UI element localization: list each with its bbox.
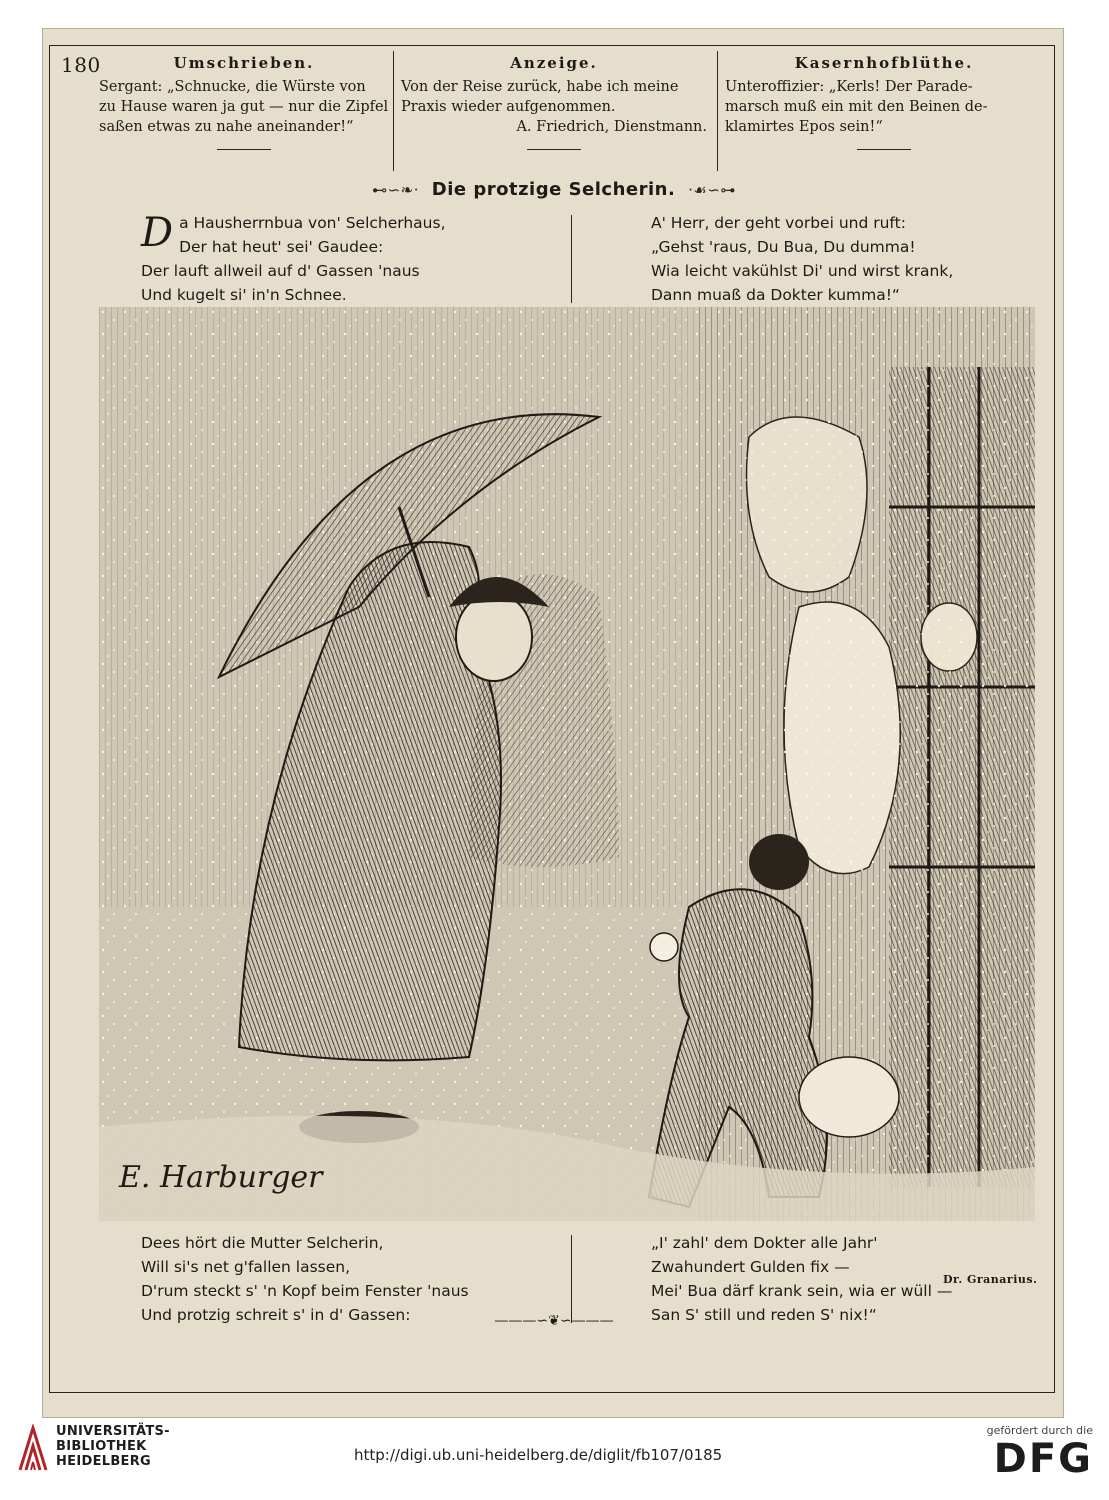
verse-line: Zwahundert Gulden fix — [651,1258,850,1276]
text-line: Von der Reise zurück, habe ich meine [401,79,679,95]
verse-line: Dann muaß da Dokter kumma!“ [651,286,900,304]
drop-cap: D [141,210,174,256]
verse-line: „Gehst 'raus, Du Bua, Du dumma! [651,238,916,256]
text-line: Sergant: „Schnucke, die Würste von [99,79,366,95]
man-head [456,593,532,681]
verse-line: Wia leicht vakühlst Di' und wirst krank, [651,262,954,280]
poem-author: Dr. Granarius. [943,1273,1038,1286]
text-line: zu Hause waren ja gut — nur die Zipfel [99,99,389,115]
verse-line: Und kugelt si' in'n Schnee. [141,286,347,304]
stanza-divider [571,1235,572,1323]
column-text [99,77,389,137]
stanza-2 [651,211,953,307]
column-umschrieben [99,53,389,150]
university-name-line: UNIVERSITÄTS- [56,1424,170,1439]
verse-line: A' Herr, der geht vorbei und ruft: [651,214,906,232]
end-ornament: ———∽❦∽——— [494,1313,614,1329]
verse-line: San S' still und reden S' nix!“ [651,1306,877,1324]
scanned-page [42,28,1064,1418]
verse-line: Will si's net g'fallen lassen, [141,1258,351,1276]
short-rule [857,149,911,150]
text-line: saßen etwas zu nahe aneinander!“ [99,119,354,135]
funding-logo[interactable] [987,1424,1093,1481]
poem-title: Die protzige Selcherin. [431,179,676,200]
verse-line: Mei' Bua därf krank sein, wia er wüll — [651,1282,953,1300]
column-heading: Umschrieben. [173,54,315,72]
poem-title-row [43,179,1065,200]
university-name-line: BIBLIOTHEK [56,1439,147,1454]
text-line: marsch muß ein mit den Beinen de- [725,99,988,115]
university-logo[interactable] [18,1424,170,1472]
column-divider [393,51,394,171]
university-name [56,1424,170,1469]
snowball [650,933,678,961]
column-kasernhofbluethe [725,53,1043,150]
verse-line: Der hat heut' sei' Gaudee: [179,238,384,256]
permalink[interactable]: http://digi.ub.uni-heidelberg.de/diglit/fb107/0185 [354,1446,723,1464]
boy-cap [749,834,809,890]
column-anzeige [401,53,707,150]
dfg-logo: DFG [993,1436,1093,1482]
page-number: 180 [61,53,101,77]
column-heading: Kasernhofblüthe. [794,54,974,72]
university-name-line: HEIDELBERG [56,1454,152,1469]
top-section [49,47,1055,181]
verse-line: Und protzig schreit s' in d' Gassen: [141,1306,411,1324]
library-logo-icon [18,1424,48,1472]
ornament-right: ·☙∽⊶ [688,181,736,199]
artist-signature: E. Harburger [119,1160,323,1195]
stanza-divider [571,215,572,303]
stanza-1 [141,210,446,307]
text-line: klamirtes Epos sein!“ [725,119,883,135]
column-signature: A. Friedrich, Dienstmann. [516,119,707,135]
short-rule [217,149,271,150]
column-text [401,77,707,117]
text-line: Unteroffizier: „Kerls! Der Parade- [725,79,973,95]
column-divider [717,51,718,171]
verse-line: D'rum steckt s' 'n Kopf beim Fenster 'naus [141,1282,469,1300]
verse-line: „I' zahl' dem Dokter alle Jahr' [651,1234,878,1252]
verse-line: a Hausherrnbua von' Selcherhaus, [179,214,446,232]
verse-line: Dees hört die Mutter Selcherin, [141,1234,384,1252]
verse-line: Der lauft allweil auf d' Gassen 'naus [141,262,420,280]
viewer-footer [0,1418,1109,1500]
text-line: Praxis wieder aufgenommen. [401,99,616,115]
column-heading: Anzeige. [510,54,598,72]
snow-heap [799,1057,899,1137]
engraving-illustration [99,307,1035,1221]
short-rule [527,149,581,150]
column-text [725,77,1043,137]
funding-text: gefördert durch die [986,1424,1093,1437]
ornament-left: ⊷∽❧· [372,181,419,199]
